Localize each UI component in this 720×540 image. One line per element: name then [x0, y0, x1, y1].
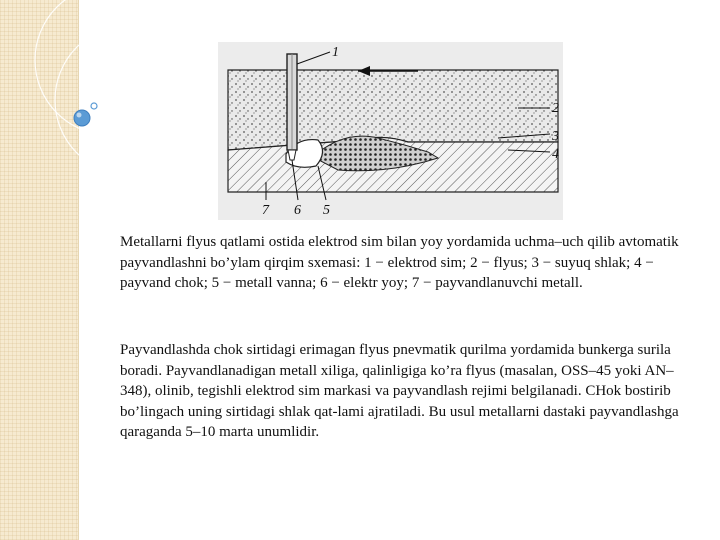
- label-3: 3: [552, 129, 559, 144]
- label-2: 2: [552, 101, 559, 116]
- label-5: 5: [323, 203, 330, 218]
- blue-dot-large: [74, 110, 90, 126]
- figure-caption: Metallarni flyus qatlami ostida elektrod sim bilan yoy yordamida uchma–uch qilib avtomatik payvandlashni bo’ylam qirqim sxemasi: 1 − elektrod sim; 2 − flyus; 3 − suyuq shlak; 4 − payvand chok; 5 − metall vanna; 6 − elektr yoy; 7 − payvandlanuvchi metall.: [120, 234, 679, 291]
- body-paragraph: Payvandlashda chok sirtidagi erimagan flyus pnevmatik qurilma yordamida bunkerga surila boradi. Payvandlanadigan metall xiliga, qalinligiga ko’ra flyus (masalan, OSS–45 yoki AN–348), olinib, tegishli elektrod sim markasi va payvandlash rejimi belgilanadi. CHok bostirib bo’lingach uning sirtidagi shlak qat-lami ajratiladi. Bu usul metallarni dastaki payvandlashga qaraganda 5–10 marta unumlidir.: [120, 342, 679, 440]
- label-7: 7: [262, 203, 269, 218]
- electric-arc: [288, 150, 296, 160]
- label-6: 6: [294, 203, 301, 218]
- label-4: 4: [552, 147, 559, 162]
- blue-dot-small: [91, 103, 97, 109]
- welding-diagram: [218, 42, 563, 220]
- decorative-circles: [0, 0, 200, 200]
- label-1: 1: [332, 45, 339, 60]
